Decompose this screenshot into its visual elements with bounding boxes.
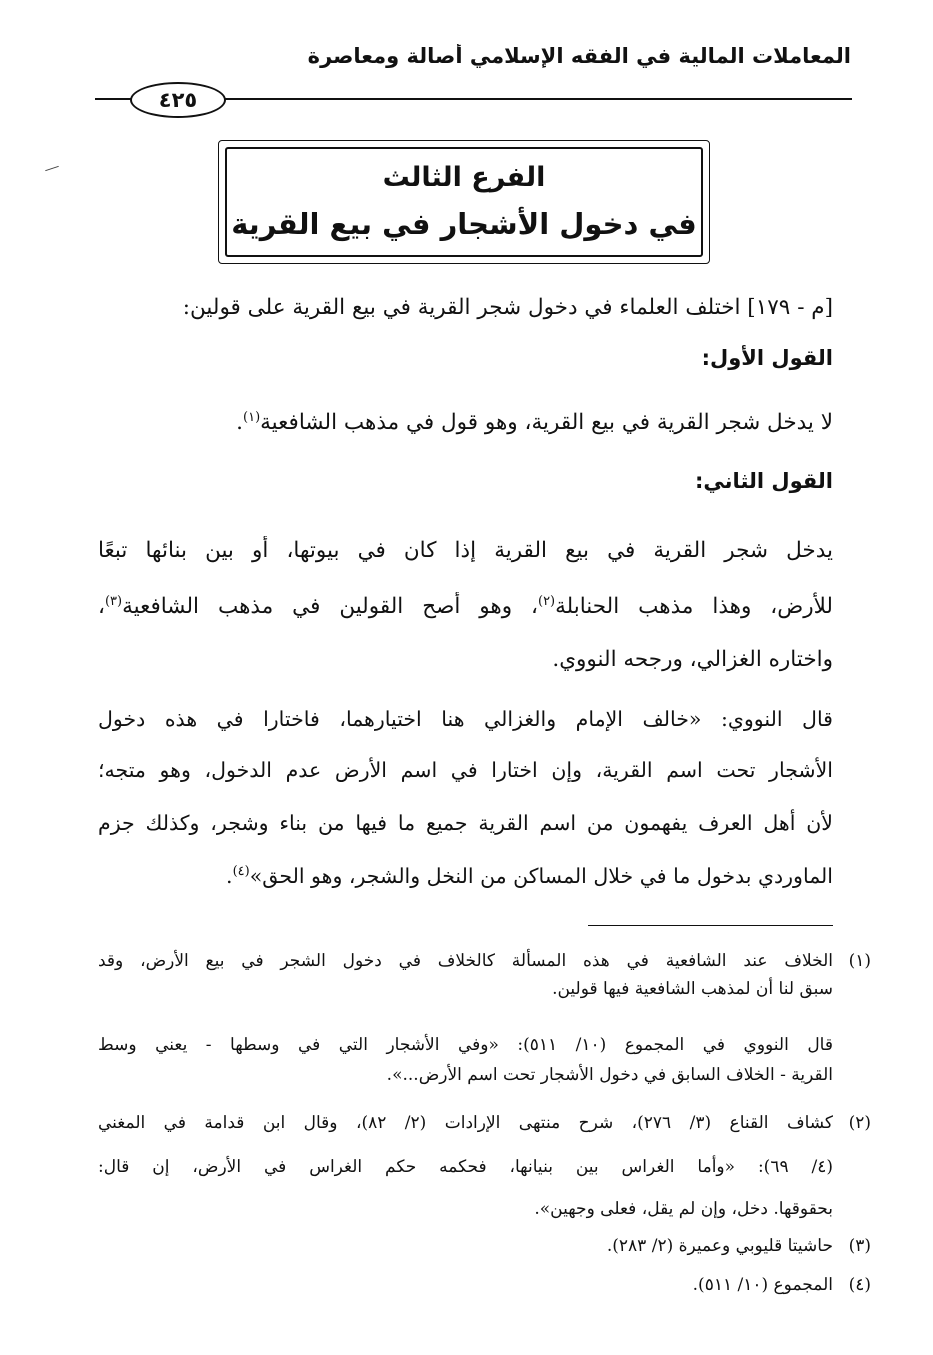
footnote-2-number: (٢) [848, 1113, 871, 1133]
section-title-line1: الفرع الثالث [382, 162, 546, 193]
para3-line1: قال النووي: «خالف الإمام والغزالي هنا اختيارهما، فاختارا في هذه دخول [98, 707, 833, 731]
section-title-frame [218, 140, 710, 264]
footnote-1-line2: سبق لنا أن لمذهب الشافعية فيها قولين. [552, 979, 833, 999]
para3-line4 [98, 861, 833, 891]
section-title-box [225, 147, 703, 257]
footnote-ref-4: (٤) [232, 864, 250, 880]
footnote-1-line4: القرية - الخلاف السابق في دخول الأشجار تحت اسم الأرض...». [386, 1065, 833, 1085]
footnote-ref-3: (٣) [104, 593, 123, 609]
footnote-ref-2: (٢) [537, 593, 556, 609]
para2-line3: واختاره الغزالي، ورجحه النووي. [552, 647, 833, 672]
para3-line3: لأن أهل العرف يفهمون من اسم القرية جميع ما فيها من بناء وشجر، وكذلك جزم [98, 811, 833, 835]
para3-line4-a: الماوردي بدخول ما في خلال المساكن من النخل والشجر، وهو الحق» [249, 864, 833, 888]
para2-line1: يدخل شجر القرية في بيع القرية إذا كان في بيوتها، أو بين بنائها تبعًا [98, 538, 833, 563]
first-opinion-text [98, 408, 833, 438]
second-opinion-heading: القول الثاني: [695, 469, 833, 493]
para2-line2-c: ، [98, 594, 105, 619]
footnote-4-number: (٤) [848, 1275, 871, 1295]
footnote-2-line2: (٤/ ٦٩): «وأما الغراس بين بنيانها، فحكمه حكم الغراس في الأرض، إن قال: [98, 1157, 833, 1177]
footnote-4-line1: المجموع (١٠/ ٥١١). [692, 1275, 833, 1295]
running-header-title: المعاملات المالية في الفقه الإسلامي أصالة ومعاصرة [307, 44, 851, 68]
footnote-ref-1: (١) [243, 409, 261, 425]
footnote-1-line3: قال النووي في المجموع (١٠/ ٥١١): «وفي الأشجار التي في وسطها - يعني وسط [98, 1035, 833, 1055]
footnote-3-line1: حاشيتا قليوبي وعميرة (٢/ ٢٨٣). [606, 1236, 833, 1256]
section-title-line2: في دخول الأشجار في بيع القرية [231, 207, 697, 241]
stray-mark [45, 166, 59, 171]
first-opinion-end: . [236, 410, 244, 435]
para3-line4-b: . [226, 864, 233, 888]
para3-line2: الأشجار تحت اسم القرية، وإن اختارا في اسم الأرض عدم الدخول، وهو متجه؛ [98, 758, 833, 782]
page-number: ٤٢٥ [130, 82, 226, 118]
first-opinion-heading: القول الأول: [701, 346, 833, 370]
footnote-2-line1: كشاف القناع (٣/ ٢٧٦)، شرح منتهى الإرادات (٢/ ٨٢)، وقال ابن قدامة في المغني [98, 1113, 833, 1133]
footnote-2-line3: بحقوقها. دخل، وإن لم يقل، فعلى وجهين». [534, 1199, 833, 1219]
footnote-1-number: (١) [848, 951, 871, 971]
para2-line2-b: ، وهو أصح القولين في مذهب الشافعية [122, 594, 538, 619]
intro-line: [م - ١٧٩] اختلف العلماء في دخول شجر القرية في بيع القرية على قولين: [182, 295, 833, 320]
first-opinion-body: لا يدخل شجر القرية في بيع القرية، وهو قول في مذهب الشافعية [260, 410, 833, 435]
para2-line2-a: للأرض، وهذا مذهب الحنابلة [555, 594, 833, 619]
footnote-separator [588, 925, 833, 926]
footnote-3-number: (٣) [848, 1236, 871, 1256]
para2-line2 [98, 592, 833, 622]
footnote-1-line1: الخلاف عند الشافعية في هذه المسألة كالخلاف في دخول الشجر في بيع الأرض، وقد [98, 951, 833, 971]
